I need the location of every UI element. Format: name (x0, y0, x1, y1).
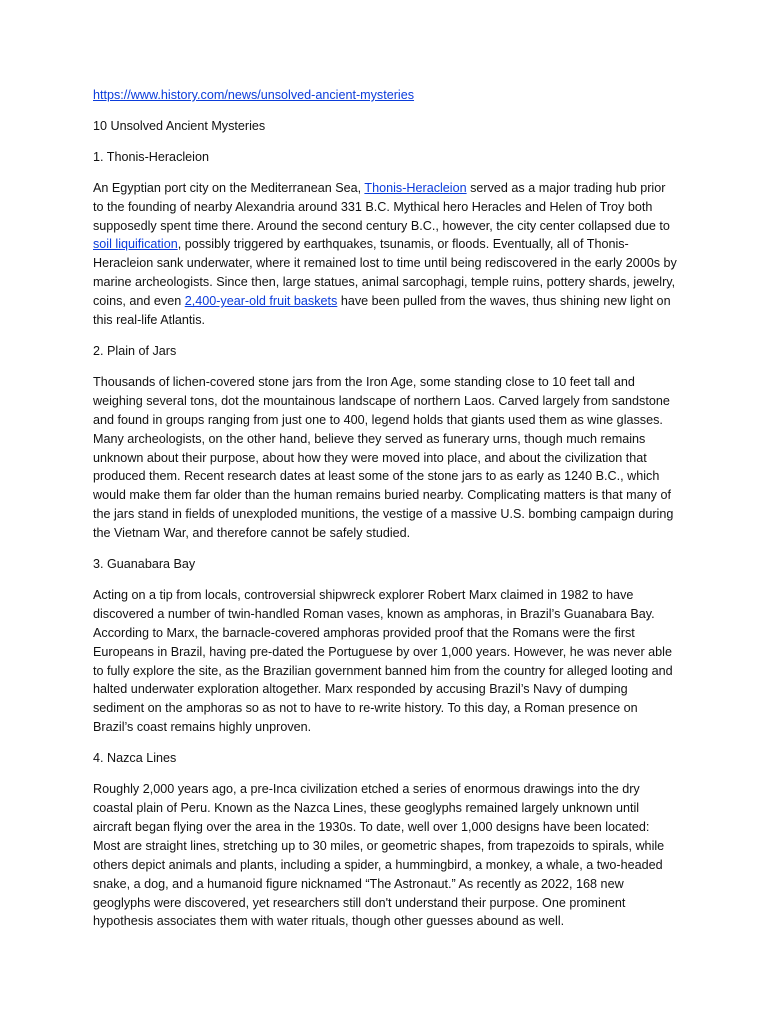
section-body-guanabara-bay: Acting on a tip from locals, controversial shipwreck explorer Robert Marx claimed in 1982 to have discovered a number of twin-handled Roman vases, known as amphoras, in Brazil’s Guanabara Bay. According to Marx, the barnacle-covered amphoras provided proof that the Romans were the first Europeans in Brazil, having pre-dated the Portuguese by over 1,000 years. However, he was never able to fully explore the site, as the Brazilian government banned him from the country for alleged looting and halted underwater exploration altogether. Marx responded by accusing Brazil’s Navy of dumping sediment on the amphoras so as not to have to re-write history. To this day, a Roman presence on Brazil’s coast remains highly unproven. (93, 587, 673, 735)
source-link[interactable]: https://www.history.com/news/unsolved-ancient-mysteries (93, 88, 415, 102)
document-page (93, 86, 678, 943)
thonis-heracleion-link[interactable]: Thonis-Heracleion (364, 180, 467, 195)
section-heading-guanabara-bay: 3. Guanabara Bay (93, 557, 196, 572)
body-text: An Egyptian port city on the Mediterranean Sea, (93, 180, 365, 195)
fruit-baskets-link[interactable]: 2,400-year-old fruit baskets (184, 294, 338, 309)
source-line (93, 86, 678, 105)
section-heading-nazca-lines: 4. Nazca Lines (93, 751, 177, 766)
section-body-thonis-heracleion (93, 179, 678, 330)
body-text: , possibly triggered by earthquakes, tsunamis, or floods. Eventually, all of Thonis-Heracleion sank underwater, where it remained lost to time until being rediscovered in the early 2000s by marine archeologists. Since then, large statues, animal sarcophagi, temple ruins, pottery shards, jewelry, coins, and even (93, 237, 677, 309)
body-text: served as a major trading hub prior to the founding of nearby Alexandria around 331 B.C. Mythical hero Heracles and Helen of Troy both supposedly spent time there. Around the second century B.C., however, the city center collapsed due to (93, 180, 670, 233)
body-text: have been pulled from the waves, thus shining new light on this real-life Atlantis. (93, 294, 671, 328)
section-body-plain-of-jars: Thousands of lichen-covered stone jars from the Iron Age, some standing close to 10 feet tall and weighing several tons, dot the mountainous landscape of northern Laos. Carved largely from sandstone and found in groups ranging from just one to 400, legend holds that giants used them as wine glasses. Many archeologists, on the other hand, believe they served as funerary urns, though much remains unknown about their purpose, about how they were moved into place, and about the civilization that produced them. Recent research dates at least some of the stone jars to as early as 1240 B.C., which would make them far older than the human remains buried nearby. Complicating matters is that many of the jars stand in fields of unexploded munitions, the vestige of a massive U.S. bombing campaign during the Vietnam War, and therefore cannot be safely studied. (93, 374, 674, 541)
section-heading-thonis-heracleion: 1. Thonis-Heracleion (93, 149, 209, 164)
section-body-nazca-lines: Roughly 2,000 years ago, a pre-Inca civilization etched a series of enormous drawings into the dry coastal plain of Peru. Known as the Nazca Lines, these geoglyphs remained largely unknown until aircraft began flying over the area in the 1930s. To date, well over 1,000 designs have been located: Most are straight lines, stretching up to 30 miles, or geometric shapes, from trapezoids to spirals, while others depict animals and plants, including a spider, a hummingbird, a monkey, a whale, a two-headed snake, a dog, and a humanoid figure nicknamed “The Astronaut.” As recently as 2022, 168 new geoglyphs were discovered, yet researchers still don't understand their purpose. One prominent hypothesis associates them with water rituals, though other guesses abound as well. (93, 782, 665, 929)
soil-liquification-link[interactable]: soil liquification (93, 237, 178, 252)
document-title: 10 Unsolved Ancient Mysteries (93, 118, 266, 133)
section-heading-plain-of-jars: 2. Plain of Jars (93, 343, 177, 358)
